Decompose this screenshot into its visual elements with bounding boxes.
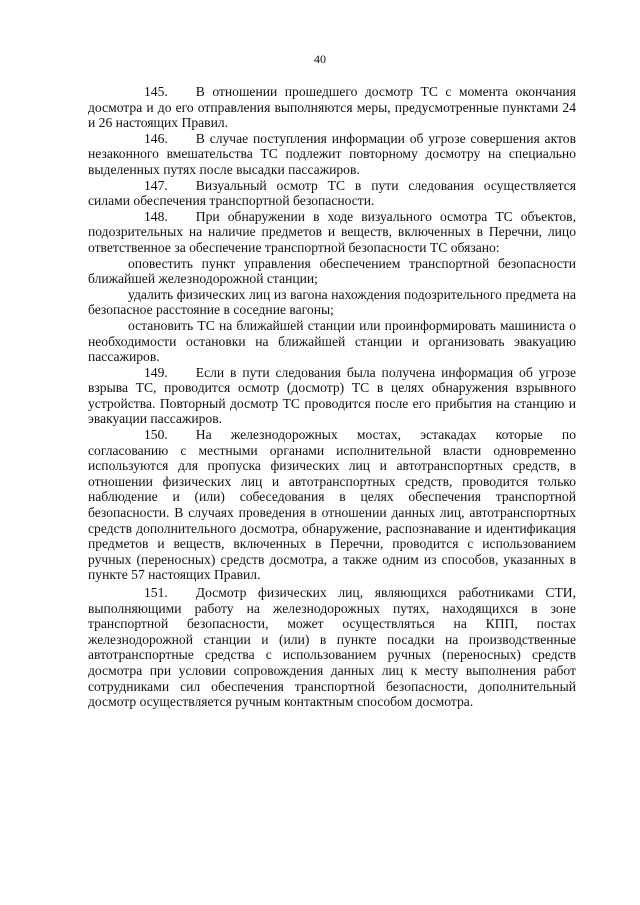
paragraph-150 (88, 427, 576, 583)
subitem-text: оповестить пункт управления обеспечением транспортной безопасности ближайшей железнодорожной станции; (88, 255, 576, 287)
paragraph-text: При обнаружении в ходе визуального осмотра ТС объектов, подозрительных на наличие предметов и веществ, включенных в Перечни, лицо ответственное за обеспечение транспортной безопасности ТС обязано: (88, 208, 576, 255)
paragraph-text: На железнодорожных мостах, эстакадах которые по согласованию с местными органами исполнительной власти одновременно используются для пропуска физических лиц и автотранспортных средств, в отношении физических лиц и автотранспортных средств, проводится только наблюдение и (или) собеседования в целях обеспечения транспортной безопасности. В случаях проведения в отношении данных лиц, автотранспортных средств дополнительного досмотра, обнаружение, распознавание и идентификация предметов и веществ, включенных в Перечни, проводится с использованием ручных (переносных) средств досмотра, а также одним из способов, указанных в пункте 57 настоящих Правил. (88, 427, 576, 583)
paragraph-number: 148. (144, 208, 168, 224)
paragraph-number: 150. (144, 427, 168, 443)
paragraph-148 (88, 209, 576, 256)
paragraph-146 (88, 131, 576, 178)
paragraph-number: 146. (144, 130, 168, 146)
page-number: 40 (314, 52, 326, 66)
paragraph-number: 145. (144, 84, 168, 99)
paragraph-149 (88, 365, 576, 427)
subitem-notify (88, 256, 576, 287)
subitem-stop (88, 318, 576, 365)
document-body (88, 84, 576, 710)
paragraph-151 (88, 585, 576, 710)
paragraph-145 (88, 84, 576, 131)
paragraph-number: 149. (144, 364, 168, 380)
subitem-text: удалить физических лиц из вагона нахождения подозрительного предмета на безопасное расстояние в соседние вагоны; (88, 286, 576, 318)
paragraph-text: Визуальный осмотр ТС в пути следования осуществляется силами обеспечения транспортной безопасности. (88, 177, 576, 209)
subitem-remove (88, 287, 576, 318)
paragraph-text: В случае поступления информации об угрозе совершения актов незаконного вмешательства ТС подлежит повторному досмотру на специально выделенных путях после высадки пассажиров. (88, 130, 576, 177)
paragraph-text: Если в пути следования была получена информация об угрозе взрыва ТС, проводится осмотр (досмотр) ТС в целях обнаружения взрывного устройства. Повторный досмотр ТС проводится после его прибытия на станцию и эвакуации пассажиров. (88, 364, 576, 427)
paragraph-text: В отношении прошедшего досмотр ТС с момента окончания досмотра и до его отправления выполняются меры, предусмотренные пунктами 24 и 26 настоящих Правил. (88, 84, 576, 131)
paragraph-number: 147. (144, 177, 168, 193)
subitem-text: остановить ТС на ближайшей станции или проинформировать машиниста о необходимости остановки на ближайшей станции и организовать эвакуацию пассажиров. (88, 317, 576, 365)
paragraph-text: Досмотр физических лиц, являющихся работниками СТИ, выполняющими работу на железнодорожных путях, находящихся в зоне транспортной безопасности, может осуществляться на КПП, постах железнодорожной станции и (или) в пункте посадки на производственные автотранспортные средства с использованием ручных (переносных) средств досмотра при условии сопровождения данных лиц к месту выполнения работ сотрудниками сил обеспечения транспортной безопасности, дополнительный досмотр осуществляется ручным контактным способом досмотра. (88, 585, 576, 710)
paragraph-number: 151. (144, 585, 168, 600)
paragraph-147 (88, 178, 576, 209)
